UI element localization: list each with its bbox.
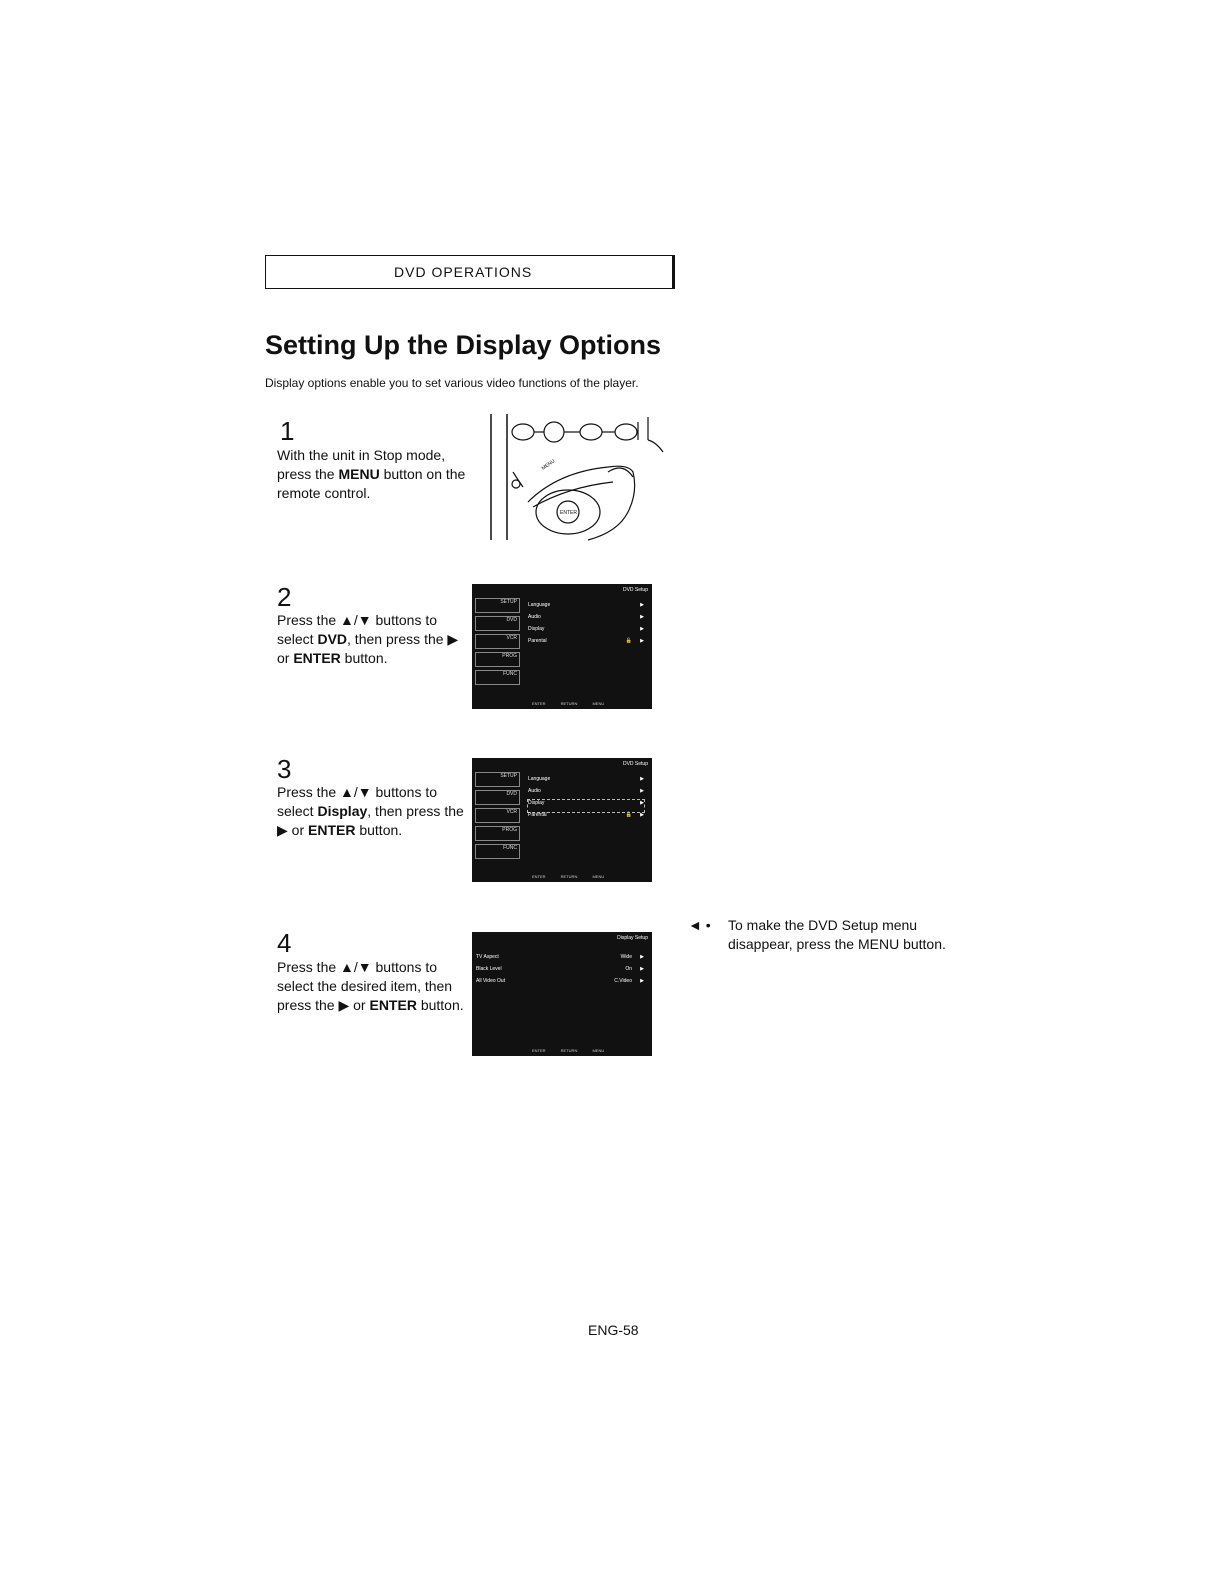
section-header: DVD OPERATIONS — [394, 264, 533, 280]
note-bullet: • — [705, 917, 711, 933]
menu-item-black-level: Black Level On ▶ — [476, 966, 644, 972]
step-4-number: 4 — [277, 928, 292, 958]
side-setup: SETUP — [475, 598, 520, 613]
page-number: ENG-58 — [588, 1322, 639, 1338]
menu-item-all-video-out: All Video Out C.Video ▶ — [476, 978, 644, 984]
menu-item-language: Language ▶ — [528, 602, 644, 608]
screen-header: DVD Setup — [622, 587, 648, 593]
menu-item-display-selected: Display ▶ — [528, 800, 644, 812]
screen-sidebar — [475, 598, 520, 688]
step-1-number: 1 — [280, 416, 295, 446]
step-4-text: Press the ▲/▼ buttons to select the desired item, then press the ▶ or ENTER button. — [277, 959, 464, 1013]
hand-icon — [512, 466, 635, 540]
menu-item-audio: Audio ▶ — [528, 788, 644, 794]
screen-menu-list — [528, 776, 644, 824]
side-func: FUNC — [475, 670, 520, 685]
screen-footer: ENTER RETURN MENU — [532, 874, 605, 879]
side-prog: PROG — [475, 652, 520, 667]
menu-item-tv-aspect: TV Aspect Wide ▶ — [476, 954, 644, 960]
screen-sidebar — [475, 772, 520, 862]
enter-button-label: ENTER — [560, 510, 577, 516]
dvd-setup-screen-step3 — [472, 758, 652, 882]
display-setup-screen-step4 — [472, 932, 652, 1056]
screen-header: DVD Setup — [622, 761, 648, 767]
step-3-number: 3 — [277, 754, 292, 784]
screen-menu-list — [528, 602, 644, 650]
remote-illustration — [488, 412, 678, 544]
screen-footer: ENTER RETURN MENU — [532, 1048, 605, 1053]
menu-item-parental: Parental 🔓 ▶ — [528, 812, 644, 818]
side-dvd: DVD — [475, 616, 520, 631]
side-vcr: VCR — [475, 808, 520, 823]
step-1-text: With the unit in Stop mode, press the MENU button on the remote control. — [277, 447, 466, 501]
menu-item-language: Language ▶ — [528, 776, 644, 782]
transport-buttons — [512, 417, 663, 452]
page-title: Setting Up the Display Options — [265, 330, 662, 360]
side-vcr: VCR — [475, 634, 520, 649]
screen-footer: ENTER RETURN MENU — [532, 701, 605, 706]
intro-text: Display options enable you to set various video functions of the player. — [265, 376, 639, 390]
menu-item-audio: Audio ▶ — [528, 614, 644, 620]
side-prog: PROG — [475, 826, 520, 841]
menu-button-label: MENU — [540, 458, 557, 472]
note-text: To make the DVD Setup menu disappear, press the MENU button. — [728, 917, 946, 952]
step-2-number: 2 — [277, 582, 292, 612]
menu-item-parental: Parental 🔓 ▶ — [528, 638, 644, 644]
step-2-text: Press the ▲/▼ buttons to select DVD, then press the ▶ or ENTER button. — [277, 612, 459, 666]
side-setup: SETUP — [475, 772, 520, 787]
note-arrow-icon: ◄ • — [688, 917, 711, 933]
screen-menu-list — [476, 954, 644, 990]
step-3-text: Press the ▲/▼ buttons to select Display, then press the ▶ or ENTER button. — [277, 784, 464, 838]
section-header-box — [265, 255, 675, 289]
menu-item-display: Display ▶ — [528, 626, 644, 632]
side-func: FUNC — [475, 844, 520, 859]
side-dvd: DVD — [475, 790, 520, 805]
screen-header: Display Setup — [617, 935, 648, 941]
dvd-setup-screen-step2 — [472, 584, 652, 709]
